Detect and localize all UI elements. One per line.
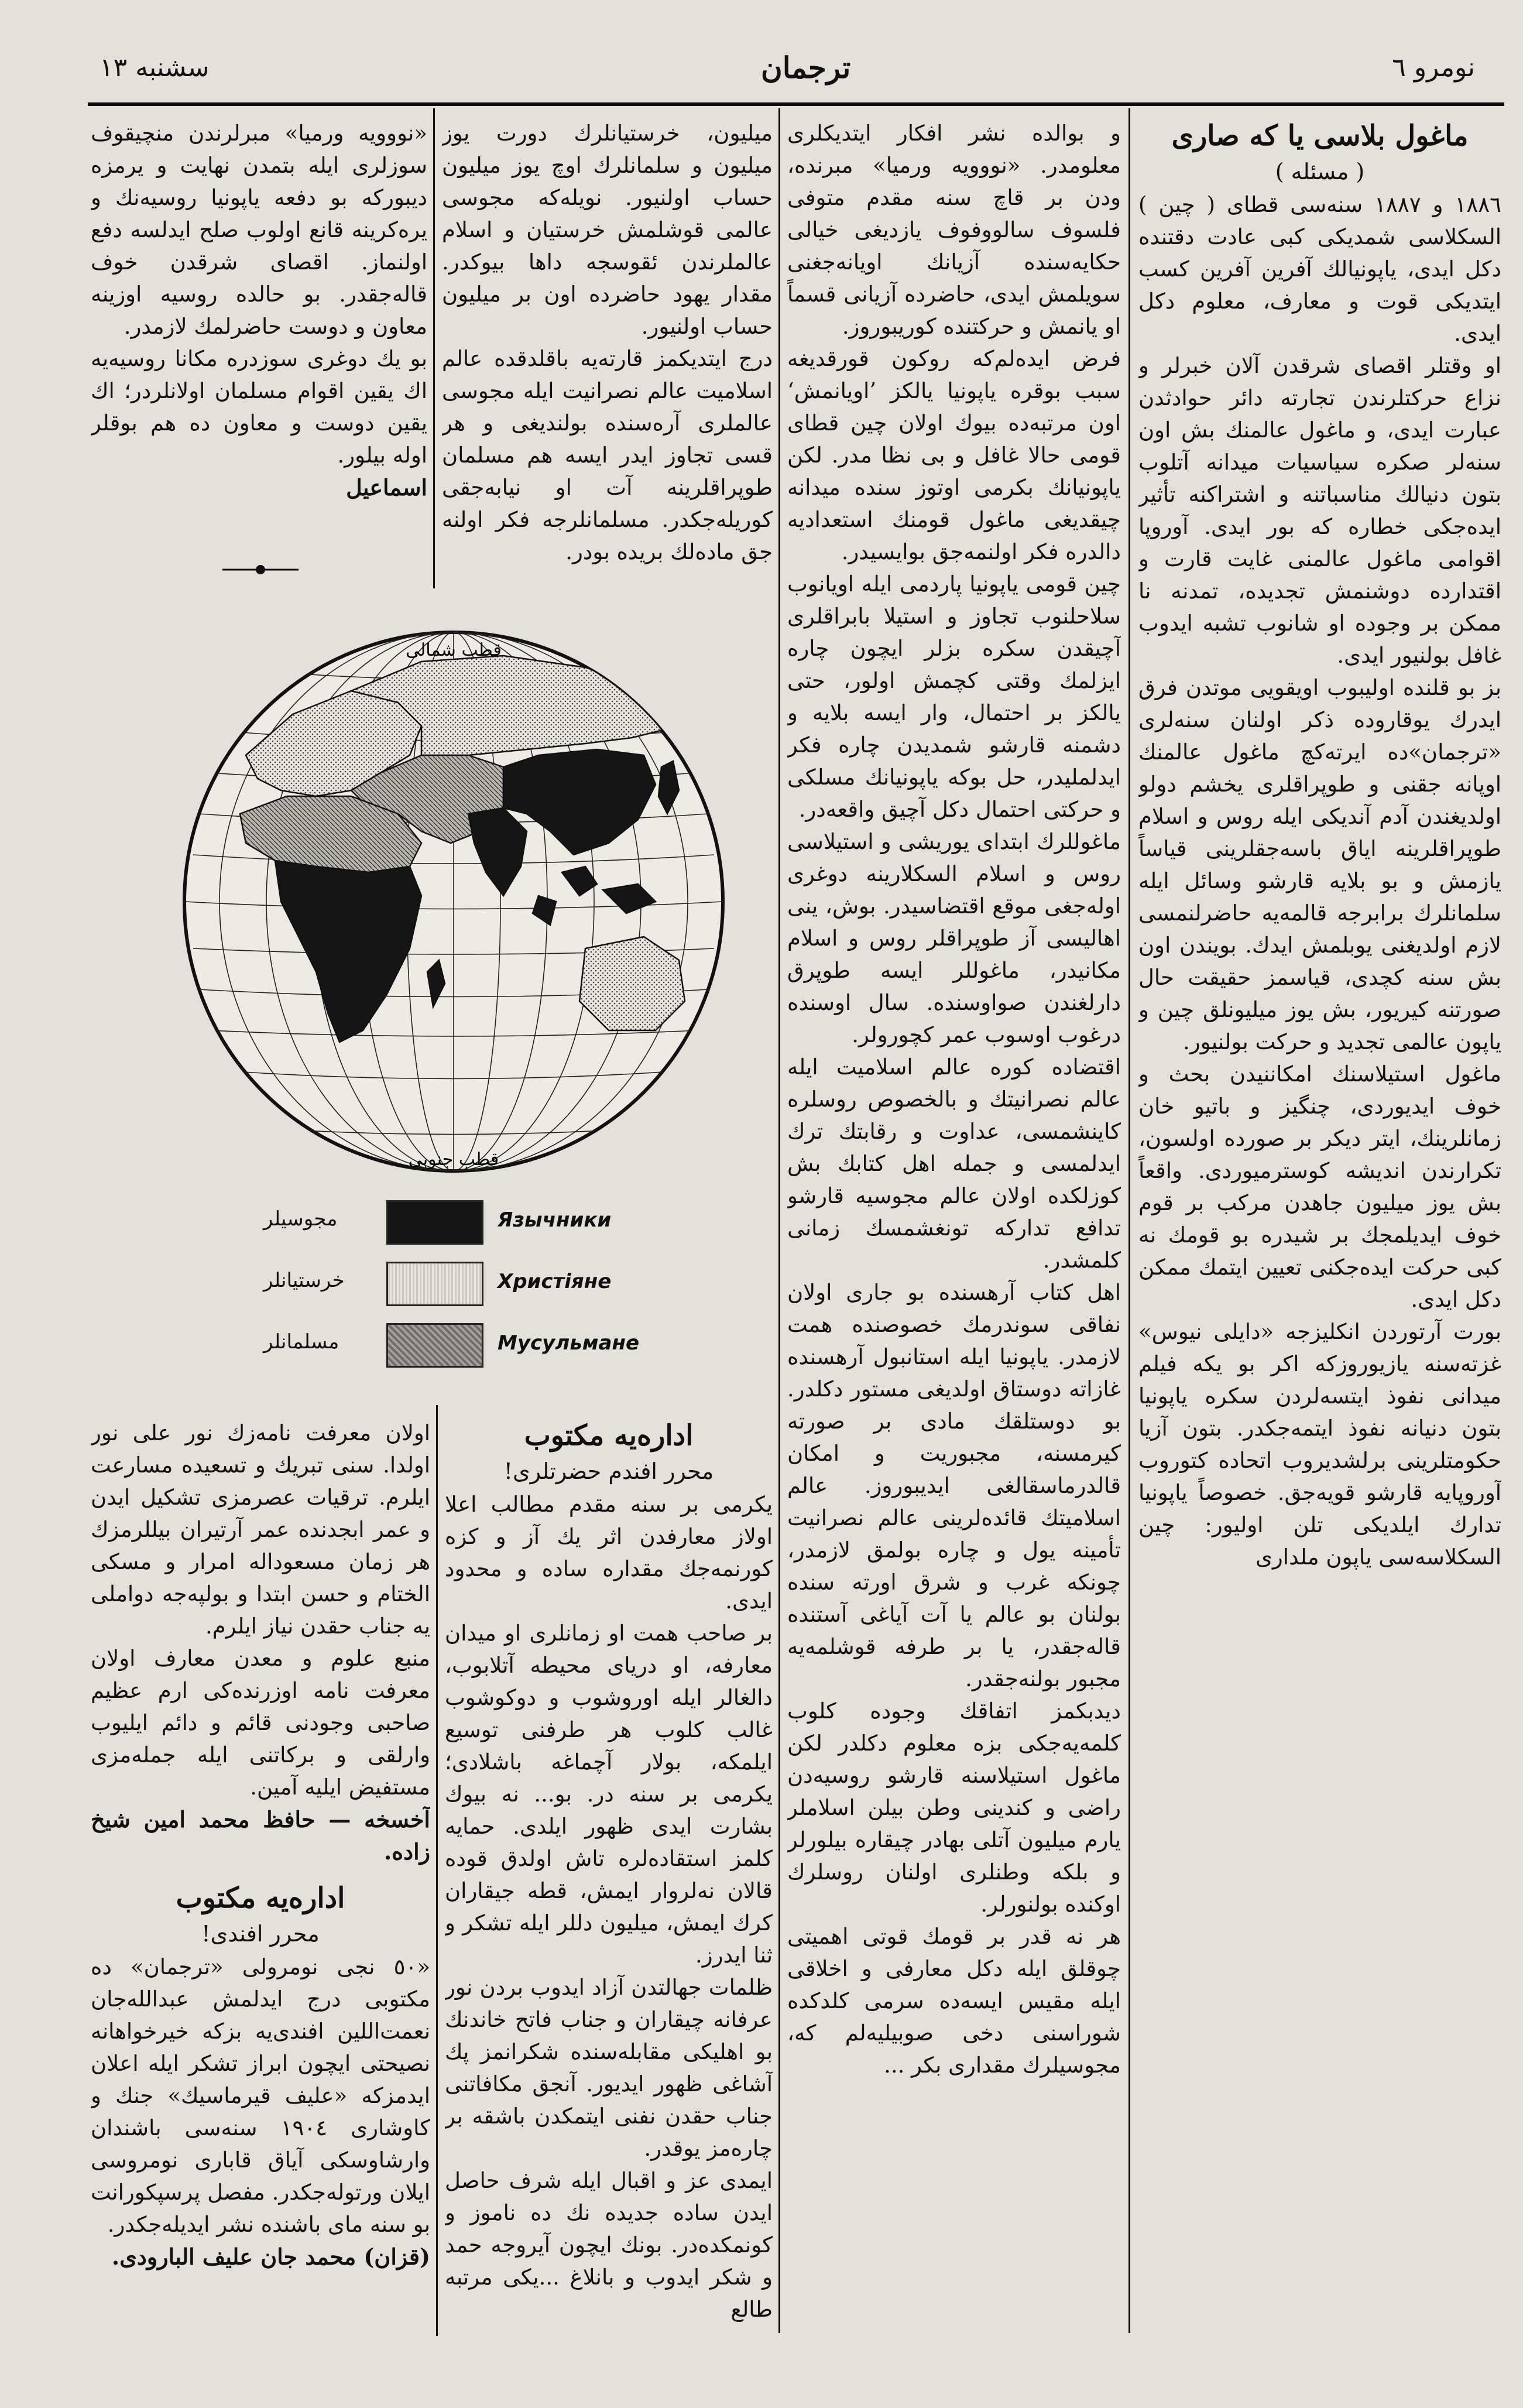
masthead: [88, 47, 1493, 100]
divider-ornament: [222, 553, 299, 588]
paragraph: اولان معرفت نامه‌زك نور على نور اولدا. سنى تبريك و تسعيده مسارعت ايلرم. ترقيات عصرمزى تشكيل ايدن و عمر ابجدنده عمر آرتيران بيللرمزك هر زمان مسعوداله امرار و مسكى الختام و حسن ابتدا و بولپه‌جه دواملى يه جناب حقدن نياز ايلرم.: [91, 1420, 430, 1639]
column-rule: [433, 108, 435, 588]
legend-row: [263, 1200, 673, 1241]
main-article-title: ماغول بلاسى يا كه صارى: [1171, 119, 1469, 152]
paragraph: بورت آرتوردن انكليزجه «دايلى نيوس» غزته‌سنه يازيوروزكه اكر بو يكه فيلم ميدانى نفوذ ايتسه‌لردن سكره ياپونيا بتون دنيانه نفوذ ايتمه‌جكدر. بتون آزيا حكومتلرينى برلشديروب اتحاده كتوروب آوروپايه قارشو قويه‌جق. خصوصاً ياپونيا تدارك ايلديكى تلن اوليور: چين السكلاسه‌سى ياپون ملدارى: [1138, 1319, 1501, 1570]
column-rule: [778, 108, 780, 2333]
legend-label-ottoman: مجوسيلر: [263, 1207, 338, 1231]
issue-weekday: سشنبه ١٣: [100, 53, 210, 83]
legend-label-ottoman: خرستيانلر: [263, 1269, 345, 1292]
legend-label-russian: Язычники: [498, 1208, 612, 1232]
globe-map: [176, 621, 732, 1183]
paragraph: ميليون، خرستيانلرك دورت يوز ميليون و سلمانلرك اوچ يوز ميليون حساب اولنيور. نويله‌كه مجوسى عالمى قوشلمش خرستيان و اسلام عالملرندن ئقوسجه داها بيوكدر. مقدار يهود حاضرده اون بر ميليون حساب اولنيور.: [442, 121, 773, 339]
paragraph: او وقتلر اقصاى شرقدن آلان خبرلر و نزاع حركتلرندن تجارته دائر حوادثدن عبارت ايدى، و ماغول عالمنك بش اون سنه‌لر صكره سياسيات ميدانه آتلوب بتون دنيالك مناسباتنه و اشتراكنه تأثير ايده‌جكى خطاره كه بور ايدى. آوروپا اقوامى ماغول عالمنى غايت قارت و اقتدارده دوشنمش تجديده، تمدنه نا ممكن بر وجوده او شانوب تشبه ايدوب غافل بولنيور ايدى.: [1138, 353, 1501, 668]
ornament-icon: [222, 561, 299, 578]
issue-number: نومرو ٦: [1392, 53, 1475, 83]
paragraph: و بوالده نشر افكار ايتديكلرى معلومدر. «نووويه ورميا» مبرنده، ودن بر قاچ سنه مقدم متوفى فلسوف سالووفوف يازديغى خيالى حكايه‌سنده آزيانك اويانه‌جغنى سويلمش ايدى، حاضرده آزيانى قسماً او يانمش و حركتنده كوريبوروز.: [787, 121, 1121, 339]
signature: (قزان) محمد جان عليف البارودى.: [111, 2243, 430, 2270]
map-legend: [263, 1200, 673, 1376]
column-rule: [436, 1405, 438, 2336]
letter-salutation: محرر افندم حضرتلرى!: [503, 1458, 714, 1484]
map-north-label: قطب شمالى: [406, 640, 502, 660]
paragraph: ماغول استيلاسنك امكاننيدن بحث و خوف ايديوردى، چنگيز و باتيو خان زمانلرينك، ايتر ديكر بر صورده اولسون، تكرارندن انديشه كوسترمیوردى. واقعاً بش يوز ميليون جاهدن مركب بر قوم خوف ايديلمجك بر شيدره بو قومك نه كبى حركت ايده‌جكنى تعيين ايتمك ممكن دكل ايدى.: [1138, 1061, 1501, 1312]
paragraph: درج ايتديكمز قارته‌يه باقلدقده عالم اسلاميت عالم نصرانيت ايله مجوسى عالملرى آرەسنده بولنديغى و هر قسى تجاوز ايدر ايسه هم مسلمان طوپراقلرينه آت او نيابه‌جقى كوريله‌جكدر. مسلمانلرجه فكر اولنه جق مادەلك بريده بودر.: [442, 346, 773, 564]
letter-salutation: محرر افندى!: [201, 1921, 320, 1947]
legend-label-russian: Мусульмане: [498, 1331, 640, 1355]
paragraph: فرض ايدەلم‌كه روكون قورقديغه سبب بوقره ياپونيا يالكز ’اويانمش‘ اون مرتبه‌ده بيوك اولان چين قطاى قومى حالا غافل و بى نظا مدر. لكن ياپونيانك بكرمى اوتوز سنده ميدانه چيقديغى ماغول قومنك استعداديه دالدره فكر اولنمه‌جق بوايسيدر.: [787, 346, 1121, 564]
paragraph: «نووويه ورميا» مبرلرندن منچيقوف سوزلرى ايله بتمدن نهايت و يرمزه ديبوركه بو دفعه ياپونيا روسيه‌نك و يره‌كرينه قانع اولوب صلح ايدلسه دفع اولنماز. اقصاى شرقدن خوف قالەجقدر. بو حالده روسيه اوزينه معاون و دوست حاضرلمك لازمدر.: [91, 121, 427, 339]
paragraph: ماغوللرك ابتداى يوريشى و استيلاسى روس و اسلام السكلارينه دوغرى اوله‌جغى موقع اقتضاسيدر. بوش، ينى اهاليسى آز طوپراقلر روس و اسلام مكانيدر، ماغوللر ايسه طوپرق دارلغندن صواوسنده. سال اوسنده درغوب اوسوب عمر كچورولر.: [787, 829, 1121, 1047]
paragraph: ايمدى عز و اقبال ايله شرف حاصل ايدن سادە جديده نك ده ناموز و كونمكده‌در. بونك ايچون آيروجه حمد و شكر ايدوب و بانلاغ ...يكى مرتبه طالع: [445, 2168, 773, 2322]
legend-swatch-muslim: [386, 1323, 483, 1368]
upper-article: [442, 117, 773, 585]
paragraph: بر صاحب همت او زمانلرى او ميدان معارفه، او درياى محيطه آتلابوب، دالغالر ايله اوروشوب و دوكوشوب غالب كلوب هر طرفنى توسيع ايلمكه، بولار آچماغه باشلادى؛ يكرمى بر سنه در. بو... نه بيوك بشارت ايدى ظهور ايلدى. حمايه كلمز استقاده‌لره تاش اولدق قوده قالان نه‌لروار ايمش، قطه جيقاران كرك ايمش، ميليون دللر ايله تشكر و ثنا ايدرز.: [445, 1621, 773, 1968]
letter-to-editor-2: [91, 1879, 430, 2330]
paragraph: يكرمى بر سنه مقدم مطالب اعلا اولاز معارفدن اثر يك آز و كزه كورنمه‌جك مقداره ساده و محدود ايدى.: [445, 1492, 773, 1614]
main-article: [1138, 117, 1501, 2330]
signature: آخسخه — حافظ محمد امين شيخ زاده.: [91, 1806, 430, 1865]
paragraph: بز بو قلنده اوليبوب اويقويى موتدن فرق ايدرك يوقاروده ذكر اولنان سنه‌لرى «ترجمان»ده ايرته‌كچ ماغول عالمنك اوپانه جقنى و طوپراقلرى يخشم دولو اولديغندن آدم آنديكى ايله روس و اسلام طوپراقلرينه اياق باسه‌جقلرينى قياساً يازمش و بو بلايه قارشو وسائل ايله سلمانلرك برابرجه قالمه‌يه حاضرلنمسى لازم اولديغنى يوبلمش ايدك. بويندن اون بش سنه كچدى، قياسمز حقيقت حال صورتنه كيريور، بش يوز ميليونلق چين و ياپون عالمى تجديد و حركت بولنيور.: [1138, 675, 1501, 1054]
paragraph: بو يك دوغرى سوزدره مكانا روسيه‌يه اك يقين اقوام مسلمان اولانلردر؛ اك يقين دوست و معاون ده هم بوقلر اوله بيلور.: [91, 346, 427, 468]
paragraph: «٥٠ نجى نومرولى «ترجمان» ده مكتوبى درج ايدلمش عبدالله‌جان نعمت‌اللين افندى‌يه بزكه خيرخواهانه نصيحتى ايچون ابراز تشكر ايله اعلان ايدمزكه «عليف قيرماسيك» جنك و كاوشارى ١٩٠٤ سنه‌سى باشندان وارشاوسكى آياق قابارى نومروسى ايلان ورتوله‌جكدر. مفصل پرسپكورانت بو سنه ماى باشنده نشر ايديله‌جكدر.: [91, 1954, 430, 2237]
paragraph: ديدبكمز اتفاقك وجوده كلوب كلمه‌يه‌جكى بزه معلوم دكلدر لكن ماغول استيلاسنه قارشو روسيه‌دن راضى و كندينى وطن بيلن اسلاملر يارم ميليون آتلى بهادر چيقاره بيلورلر و بلكه وطنلرى اولنان روسلرك اوكنده بولنورلر.: [787, 1698, 1121, 1917]
newspaper-title: ترجمان: [761, 50, 851, 85]
map-south-label: قطب جنوبى: [408, 1149, 499, 1170]
paragraph: هر نه قدر بر قومك قوتى اهميتى چوقلق ايله دكل معارفى و اخلاقى ايله مقيس ايسه‌ده سرمى كلدكده شوراسنى دخى صوبيليەلم كه، مجوسيلرك مقدارى بكر ...: [787, 1924, 1121, 2078]
paragraph: چين قومى ياپونيا پاردمى ايله اويانوب سلاحلنوب تجاوز و استيلا بابراقلرى آچيقدن سكره بزلر ايچون چاره ايزلمك وقتى كچمش اولور، حتى يالكز بر احتمال، وار ايسه بلايه و دشمنه قارشو شمديدن چاره فكر ايدلمليدر، حل بوكه ياپونيانك مسلكى و حركتى احتمال دكل آچيق واقعه‌در.: [787, 571, 1121, 822]
legend-label-russian: Христiяне: [498, 1270, 612, 1293]
signature: اسماعيل: [346, 474, 427, 501]
legend-swatch-christian: [386, 1262, 483, 1306]
column-rule: [1128, 108, 1130, 2333]
letter-continuation: [91, 1417, 430, 1873]
middle-article: [787, 117, 1121, 2330]
world-map-figure: [176, 621, 732, 1183]
main-article-subtitle: ( مسئله ): [1275, 159, 1365, 184]
paragraph: اقتضاده كوره عالم اسلاميت ايله عالم نصرانيتك و بالخصوص روسلره كاينشمسى، عداوت و رقابتك ترك ايدلمسى و جمله اهل كتابك بش كوزلكده اولان عالم مجوسيه قارشو تدافع تداركه تونغشمسك زمانى كلمشدر.: [787, 1054, 1121, 1273]
legend-label-ottoman: مسلمانلر: [263, 1330, 339, 1354]
far-left-article: [91, 117, 427, 550]
masthead-rule: [88, 102, 1504, 106]
letter-title: اداره‌يه مكتوب: [176, 1882, 345, 1914]
letter-title: اداره‌يه مكتوب: [524, 1419, 694, 1452]
paragraph: منبع علوم و معدن معارف اولان معرفت نامه اوزرندەكى ارم عظيم صاحبى وجودنى قائم و دائم ايليوب وارلقى و بركاتنى ايله جمله‌مزى مستفيض ايليه آمين.: [91, 1646, 430, 1800]
paragraph: اهل كتاب آرهسنده بو جارى اولان نفاقى سوندرمك خصوصنده همت لازمدر. ياپونيا ايله استانبول آرهسنده غازاته دوستاق اولديغى مستور دكلدر. بو دوستلقك مادى بر صورته كيرمسنه، مجبوريت و امكان قالدرماسقالغى ايديبوروز. عالم اسلاميتك قائده‌لرينى عالم نصرانيت تأمينه يول و چاره بولمق لازمدر، چونكه غرب و شرق اورته سنده بولنان بو عالم يا آت آياغى آستنده قالەجقدر، يا بر طرفه قوشلمه‌يه مجبور بولنه‌جقدر.: [787, 1280, 1121, 1691]
legend-row: [263, 1262, 673, 1303]
letter-to-editor-1: [445, 1417, 773, 2324]
legend-row: [263, 1323, 673, 1364]
paragraph: ظلمات جهالتدن آزاد ايدوب بردن نور عرفانه چيقاران و جناب فاتح خاندنك بو اهليكى مقابله‌سنده شكرانمز پك آشاغى ظهور ايديور. آنجق مكافاتنى جناب حقدن نفنى ايتمكدن باشقه بر چارەمز يوقدر.: [445, 1975, 773, 2161]
paragraph: ١٨٨٦ و ١٨٨٧ سنه‌سى قطاى ( چين ) السكلاسى شمديكى كبى عادت دقتنده دكل ايدى، ياپونيالك آفرين آفرين كسب ايتديكى قوت و معارف، معلوم دكل ايدى.: [1138, 192, 1501, 346]
legend-swatch-pagan: [386, 1200, 483, 1245]
